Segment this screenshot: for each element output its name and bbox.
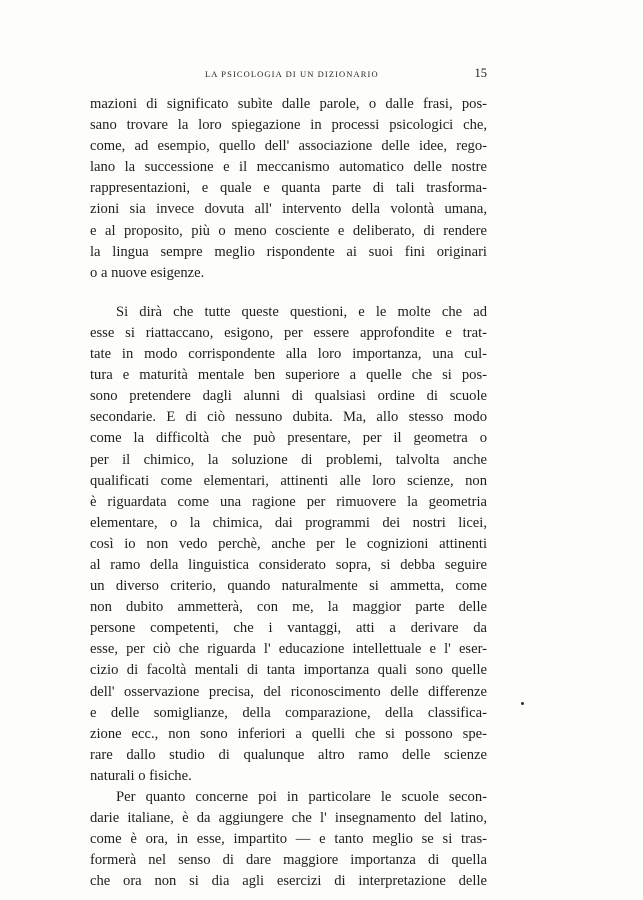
text-line: rare dallo studio di qualunque altro ramo delle scienze: [90, 746, 487, 763]
text-line: un diverso criterio, quando naturalmente si ammetta, come: [90, 578, 487, 595]
page-number: 15: [474, 66, 487, 80]
text-line: è riguardata come una ragione per rimuovere la geometria: [90, 493, 487, 510]
text-line: dell' osservazione precisa, del riconoscimento delle differenze: [90, 683, 487, 700]
text-line: secondarie. E di ciò nessuno dubita. Ma, allo stesso modo: [90, 409, 487, 426]
text-line: sono pretendere dagli alunni di qualsiasi ordine di scuole: [90, 388, 487, 405]
text-line: cizio di facoltà mentali di tanta importanza quali sono quelle: [90, 662, 487, 679]
text-line: la lingua sempre meglio rispondente ai suoi fini originari: [90, 243, 487, 260]
text-line: qualificati come elementari, attinenti alle loro scienze, non: [90, 472, 487, 489]
text-line: o a nuove esigenze.: [90, 264, 205, 281]
text-line: formerà nel senso di dare maggiore importanza di quella: [90, 852, 487, 869]
text-line: tate in modo corrispondente alla loro importanza, una cul-: [90, 346, 487, 363]
text-line: e al proposito, più o meno cosciente e deliberato, di rendere: [90, 222, 487, 239]
text-line: naturali o fisiche.: [90, 767, 192, 784]
text-line: così io non vedo perchè, anche per le cognizioni attinenti: [90, 535, 487, 552]
text-line: come la difficoltà che può presentare, per il geometra o: [90, 430, 487, 447]
text-line: zioni sia invece dovuta all' intervento della volontà umana,: [90, 201, 487, 218]
text-line: persone competenti, che i vantaggi, atti a derivare da: [90, 620, 487, 637]
text-line: rappresentazioni, e quale e quanta parte di tali trasforma-: [90, 180, 487, 197]
paragraph: [90, 94, 487, 284]
text-line: zione ecc., non sono inferiori a quelli che si possono spe-: [90, 725, 487, 742]
text-line: lano la successione e il meccanismo automatico delle nostre: [90, 159, 487, 176]
text-line: mazioni di significato subìte dalle parole, o dalle frasi, pos-: [90, 96, 487, 112]
text-line: non dubito ammetterà, con me, la maggior parte delle: [90, 599, 487, 616]
text-line: darie italiane, è da aggiungere che l' insegnamento del latino,: [90, 810, 487, 827]
text-line: come è ora, in esse, impartito — e tanto meglio se si tras-: [90, 831, 487, 848]
margin-mark: [521, 702, 524, 705]
text-line: Per quanto concerne poi in particolare le scuole secon-: [116, 789, 487, 805]
text-line: esse si riattaccano, esigono, per essere approfondite e trat-: [90, 324, 487, 341]
text-line: che ora non si dia agli esercizi di interpretazione delle: [90, 873, 487, 890]
text-line: per il chimico, la soluzione di problemi, talvolta anche: [90, 451, 487, 468]
text-line: elementare, o la chimica, dai programmi dei nostri licei,: [90, 514, 487, 531]
text-line: esse, per ciò che riguarda l' educazione intellettuale e l' eser-: [90, 641, 487, 658]
paragraph: [90, 302, 487, 787]
running-header: [90, 66, 487, 82]
text-line: sano trovare la loro spiegazione in processi psicologici che,: [90, 117, 487, 134]
paragraph: [90, 787, 487, 892]
text-line: Si dirà che tutte queste questioni, e le molte che ad: [116, 303, 487, 320]
text-line: come, ad esempio, quello dell' associazione delle idee, rego-: [90, 138, 487, 155]
body-text: [90, 94, 487, 892]
text-line: tura e maturità mentale ben superiore a quelle che si pos-: [90, 367, 487, 384]
text-line: e delle somiglianze, della comparazione, della classifica-: [90, 704, 487, 721]
text-line: al ramo della linguistica considerato sopra, si debba seguire: [90, 556, 487, 573]
running-title: LA PSICOLOGIA DI UN DIZIONARIO: [205, 69, 379, 79]
